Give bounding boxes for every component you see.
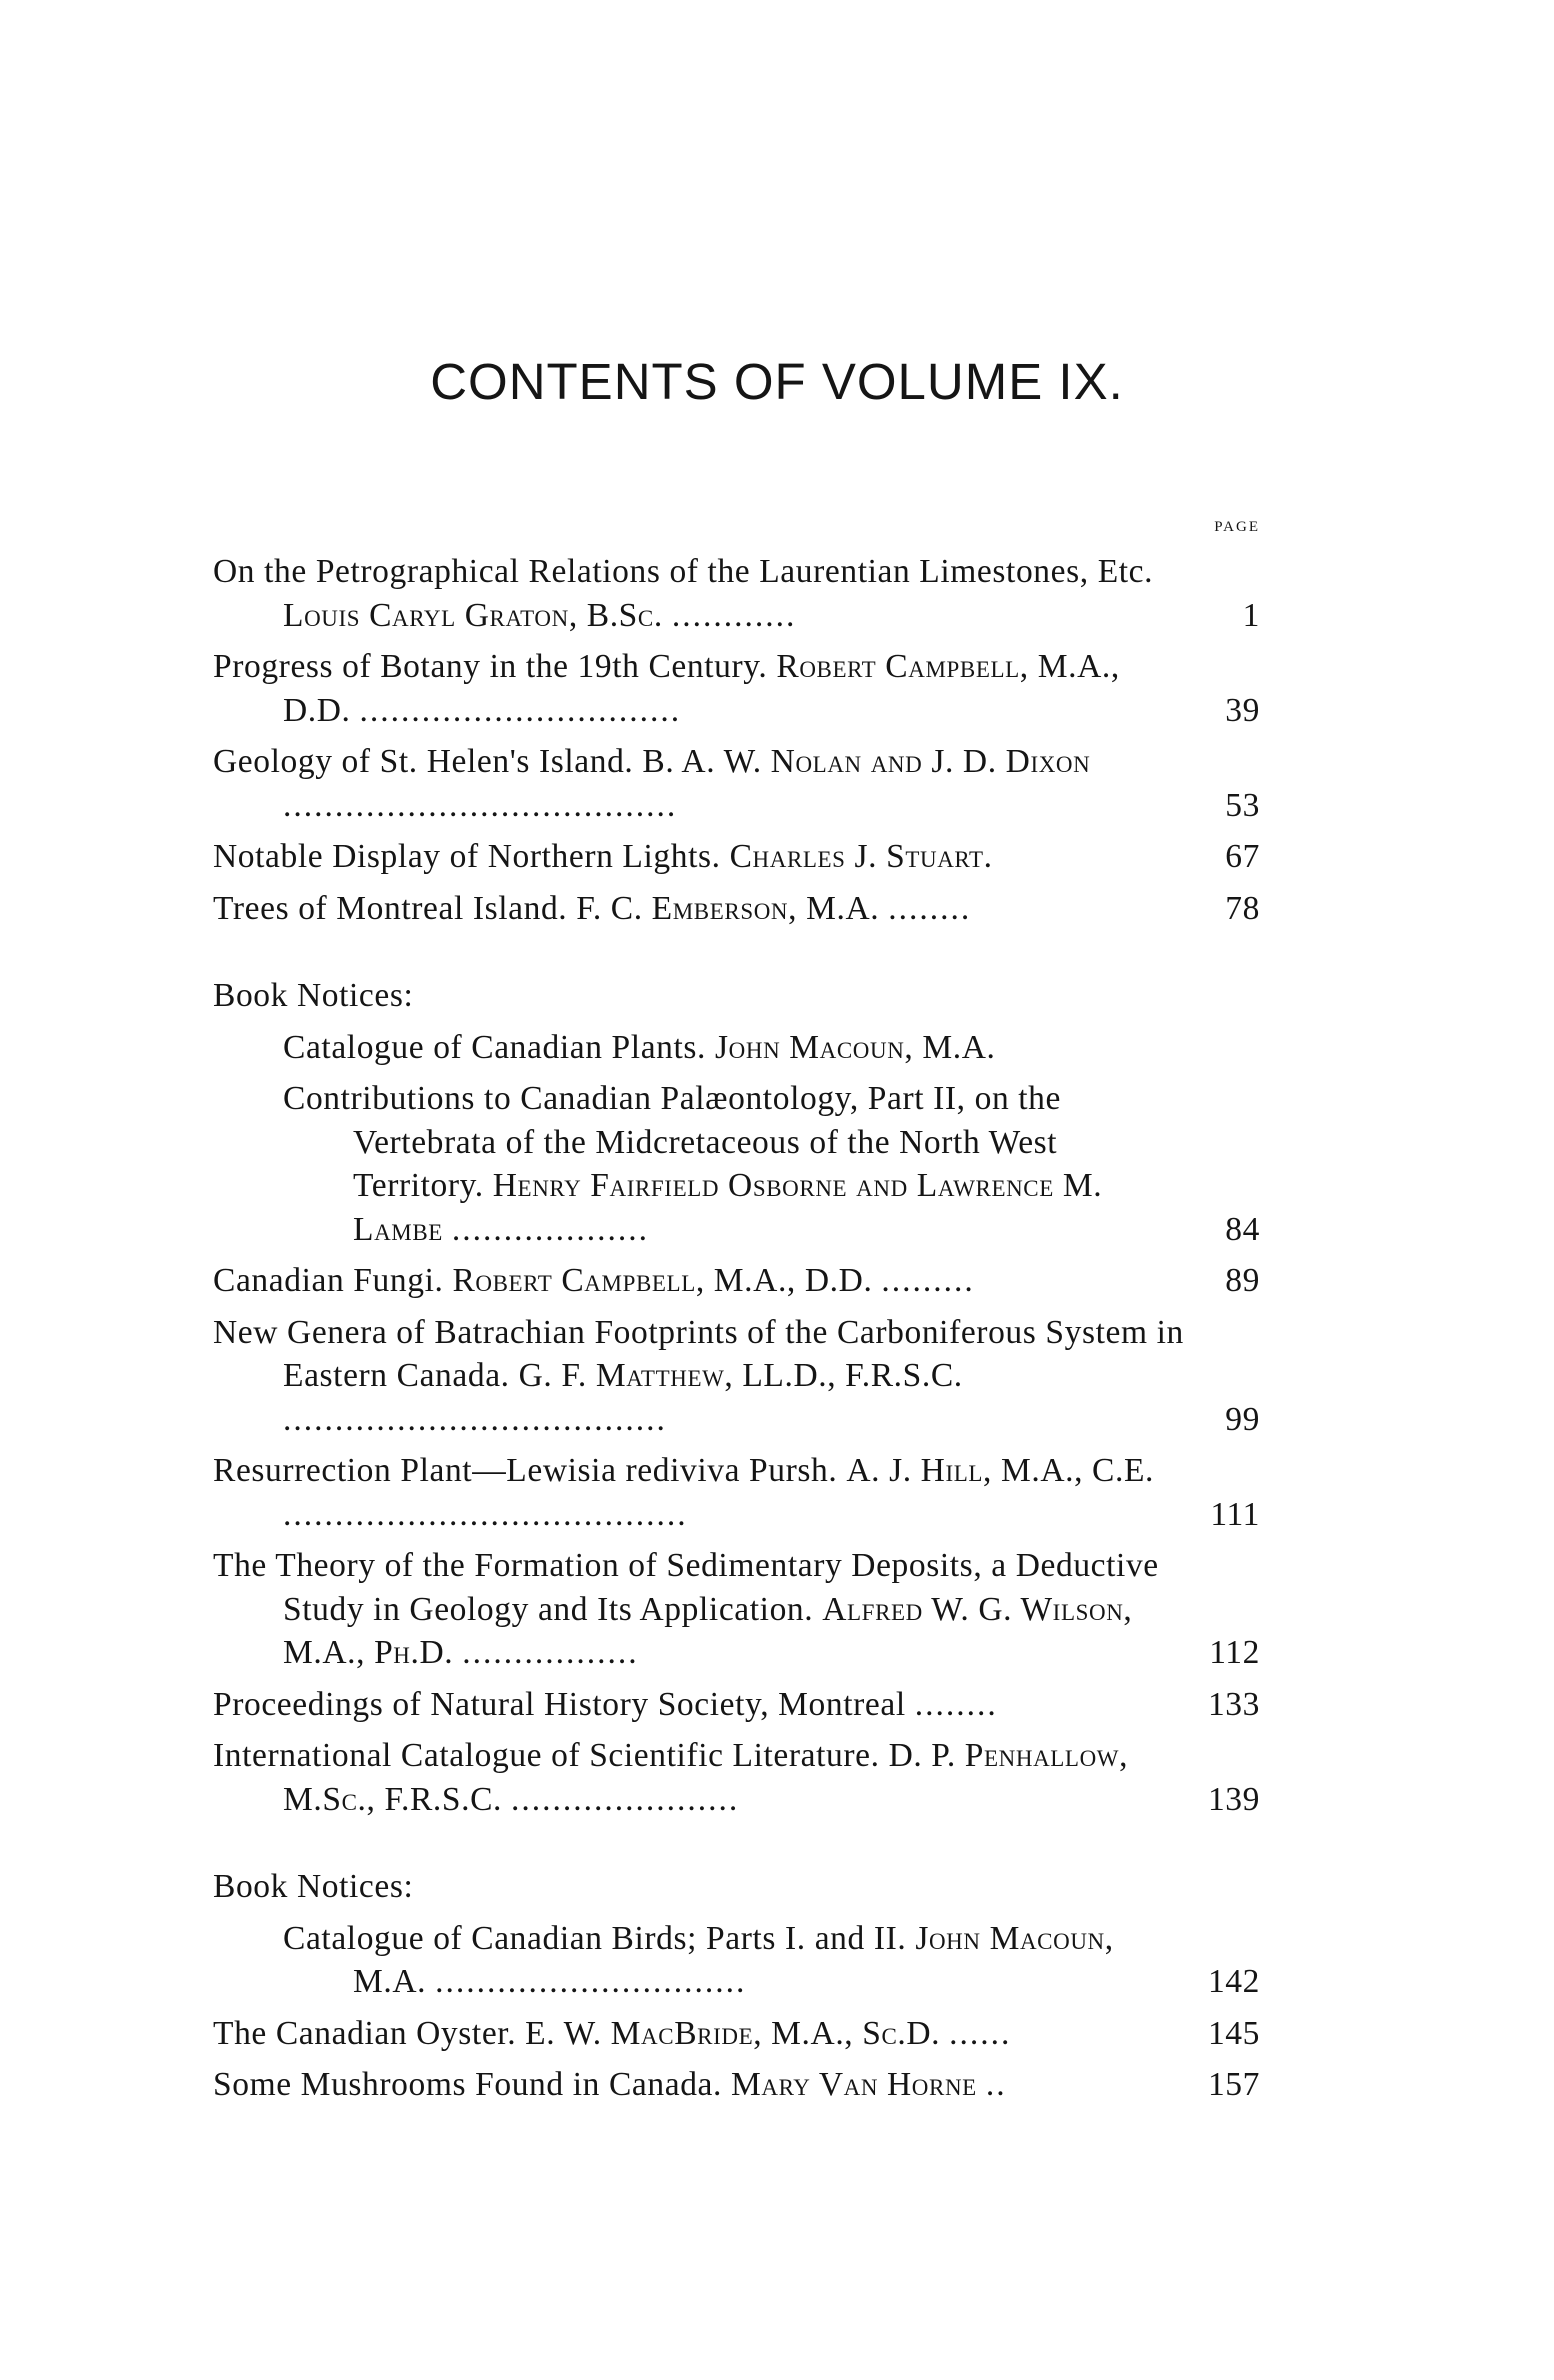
entry-page-number: 157 [1207,2066,1260,2103]
entry-title: Notable Display of Northern Lights. [213,838,721,875]
book-notices-heading: Book Notices: [213,1868,414,1905]
entry-author: B. A. W. Nolan and J. D. Dixon [642,743,1091,780]
toc-entry: The Canadian Oyster. E. W. MacBride, M.A., Sc.D. ...... 145 [213,2012,1260,2056]
entry-title: Progress of Botany in the 19th Century. [213,648,768,685]
entry-title: Proceedings of Natural History Society, Montreal [213,1685,906,1723]
entry-author: John Macoun, M.A. [715,1028,996,1066]
entry-title: International Catalogue of Scientific Literature. [213,1737,880,1774]
entry-author: Robert Campbell, M.A., D.D. [452,1262,873,1299]
toc-entry: Contributions to Canadian Palæontology, Part II, on the Vertebrata of the Midcretaceous of the North West Territory. Henry Fairfield Osborne and Lawrence M. Lambe ................... 84 [283,1077,1260,1251]
entry-author: Henry Fairfield Osborne and Lawrence M. Lambe [353,1167,1103,1248]
entry-title: New Genera of Batrachian Footprints of the Carboniferous System in Eastern Canada. [213,1313,1184,1394]
entry-page-number: 67 [1225,838,1260,875]
toc-entry: International Catalogue of Scientific Literature. D. P. Penhallow, M.Sc., F.R.S.C. ...................... 139 [213,1734,1260,1821]
entry-title: Catalogue of Canadian Plants. [283,1028,707,1066]
entry-page-number: 53 [1225,786,1260,824]
entry-page-number: 99 [1225,1400,1260,1438]
toc-entry [283,1026,1260,1070]
entry-title: Geology of St. Helen's Island. [213,743,634,780]
entry-page-number: 145 [1207,2014,1260,2052]
toc-entry: Progress of Botany in the 19th Century. Robert Campbell, M.A., D.D. ............................... 39 [213,645,1260,732]
entry-author: G. F. Matthew, LL.D., F.R.S.C. [518,1357,963,1394]
entry-author: Robert Campbell, M.A., D.D. [283,648,1120,729]
entry-title: Canadian Fungi. [213,1262,444,1299]
entry-author: Mary Van Horne [730,2066,977,2103]
entry-author: A. J. Hill, M.A., C.E. [846,1452,1155,1489]
toc-entry: Catalogue of Canadian Birds; Parts I. and II. John Macoun, M.A. .............................. 142 [283,1917,1260,2004]
entry-author: E. W. MacBride, M.A., Sc.D. [525,2014,941,2052]
toc-entry: On the Petrographical Relations of the Laurentian Limestones, Etc. Louis Caryl Graton, B.Sc. ............ 1 [213,550,1260,637]
entry-title: Catalogue of Canadian Birds; Parts I. and II. [283,1919,907,1957]
entry-author: Louis Caryl Graton, B.Sc. [283,596,663,634]
entry-page-number: 142 [1207,1963,1260,2000]
toc-entry [213,835,1260,879]
toc-entry: New Genera of Batrachian Footprints of the Carboniferous System in Eastern Canada. G. F. Matthew, LL.D., F.R.S.C. ..................................... 99 [213,1311,1260,1442]
entry-page-number: 39 [1225,691,1260,729]
entry-title: Contributions to Canadian Palæontology, Part II, on the Vertebrata of the Midcretaceous of the North West Territory. [283,1080,1061,1204]
entry-title: The Canadian Oyster. [213,2014,517,2052]
table-of-contents [213,520,1260,2107]
entry-page-number: 1 [1242,596,1260,634]
page-title: CONTENTS OF VOLUME IX. [430,353,1124,410]
toc-entry: The Theory of the Formation of Sedimentary Deposits, a Deductive Study in Geology and Its Application. Alfred W. G. Wilson, M.A., Ph.D. ................. 112 [213,1544,1260,1675]
entry-author: D. P. Penhallow, M.Sc., F.R.S.C. [283,1737,1129,1818]
entry-title: Resurrection Plant—Lewisia rediviva Pursh. [213,1452,838,1489]
entry-page-number: 84 [1225,1210,1260,1248]
entry-title: Some Mushrooms Found in Canada. [213,2066,722,2103]
page-column-header: PAGE [1214,519,1260,535]
toc-entry: Some Mushrooms Found in Canada. Mary Van Horne .. 157 [213,2063,1260,2107]
toc-entry: Trees of Montreal Island. F. C. Emberson, M.A. ........ 78 [213,887,1260,931]
entry-page-number: 139 [1207,1780,1260,1818]
entry-page-number: 133 [1207,1685,1260,1723]
entry-page-number: 89 [1225,1262,1260,1299]
book-notices-heading: Book Notices: [213,977,414,1014]
entry-title: Trees of Montreal Island. [213,889,568,927]
toc-entry: Canadian Fungi. Robert Campbell, M.A., D.D. ......... 89 [213,1259,1260,1303]
entry-page-number: 78 [1225,889,1260,927]
entry-page-number: 111 [1210,1495,1260,1533]
entry-author: John Macoun, M.A. [353,1919,1114,2000]
toc-entry: Geology of St. Helen's Island. B. A. W. Nolan and J. D. Dixon ...................................... 53 [213,740,1260,827]
toc-entry: Proceedings of Natural History Society, Montreal ........ 133 [213,1683,1260,1727]
entry-author: Alfred W. G. Wilson, M.A., Ph.D. [283,1590,1133,1671]
entry-author: F. C. Emberson, M.A. [576,889,880,927]
entry-author: Charles J. Stuart. [729,838,993,875]
toc-entry: Resurrection Plant—Lewisia rediviva Pursh. A. J. Hill, M.A., C.E. ....................................... 111 [213,1449,1260,1536]
entry-page-number: 112 [1209,1634,1260,1671]
entry-title: The Theory of the Formation of Sedimentary Deposits, a Deductive Study in Geology and Its Application. [213,1547,1159,1628]
entry-title: On the Petrographical Relations of the Laurentian Limestones, Etc. [213,553,1154,590]
